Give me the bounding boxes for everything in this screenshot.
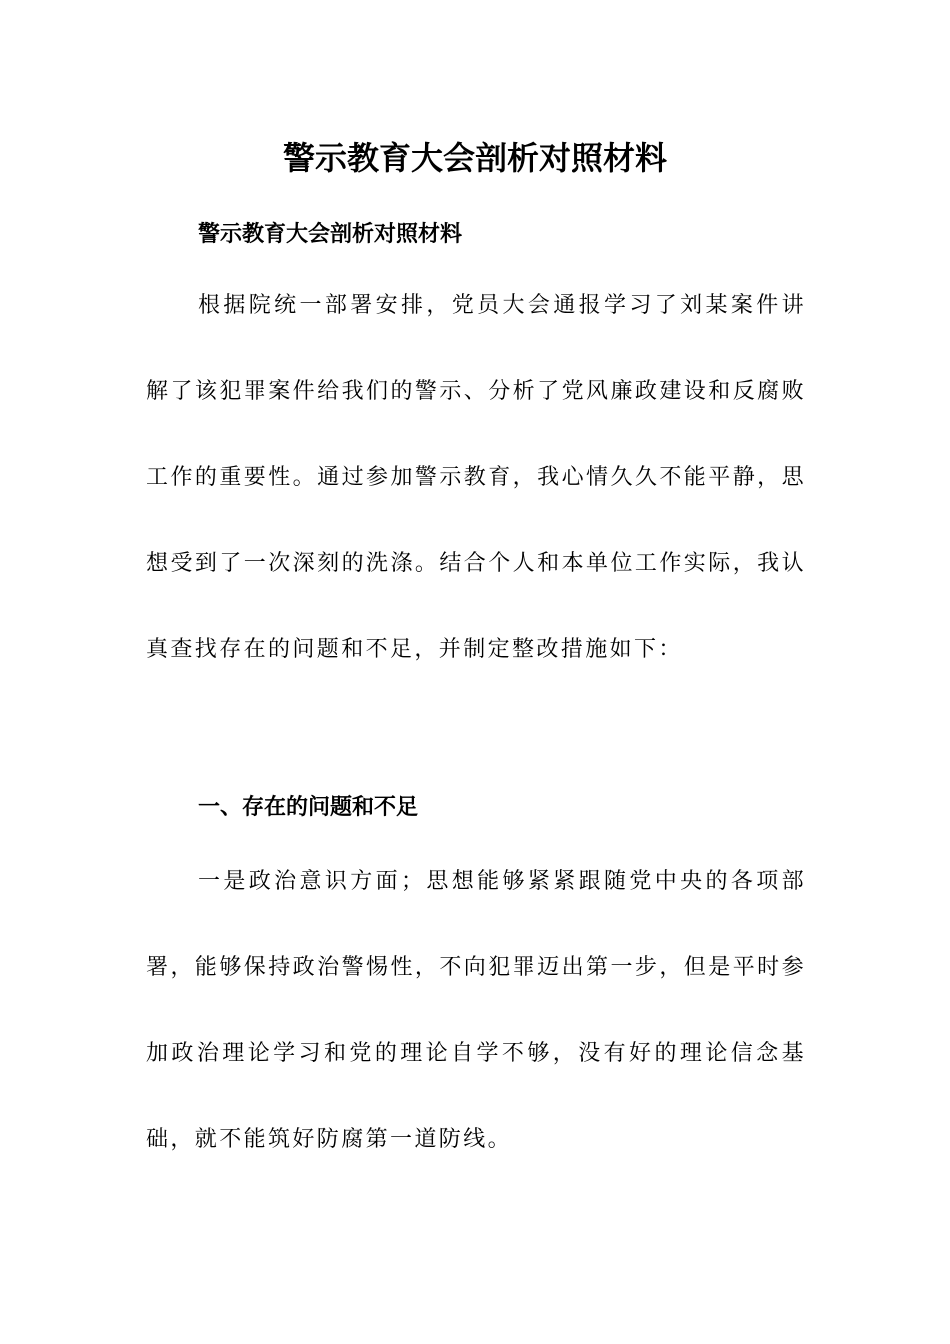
document-title: 警示教育大会剖析对照材料 [282, 139, 667, 177]
section-heading: 一、存在的问题和不足 [198, 795, 419, 820]
section-paragraph: 一是政治意识方面；思想能够紧紧跟随党中央的各项部署，能够保持政治警惕性，不向犯罪迈出第一步，但是平时参加政治理论学习和党的理论自学不够，没有好的理论信念基础，就不能筑好防腐第一道防线。 [146, 869, 806, 1152]
intro-paragraph: 根据院统一部署安排，党员大会通报学习了刘某案件讲解了该犯罪案件给我们的警示、分析了党风廉政建设和反腐败工作的重要性。通过参加警示教育，我心情久久不能平静，思想受到了一次深刻的洗涤。结合个人和本单位工作实际，我认真查找存在的问题和不足，并制定整改措施如下： [146, 293, 806, 662]
document-subtitle: 警示教育大会剖析对照材料 [198, 222, 463, 247]
